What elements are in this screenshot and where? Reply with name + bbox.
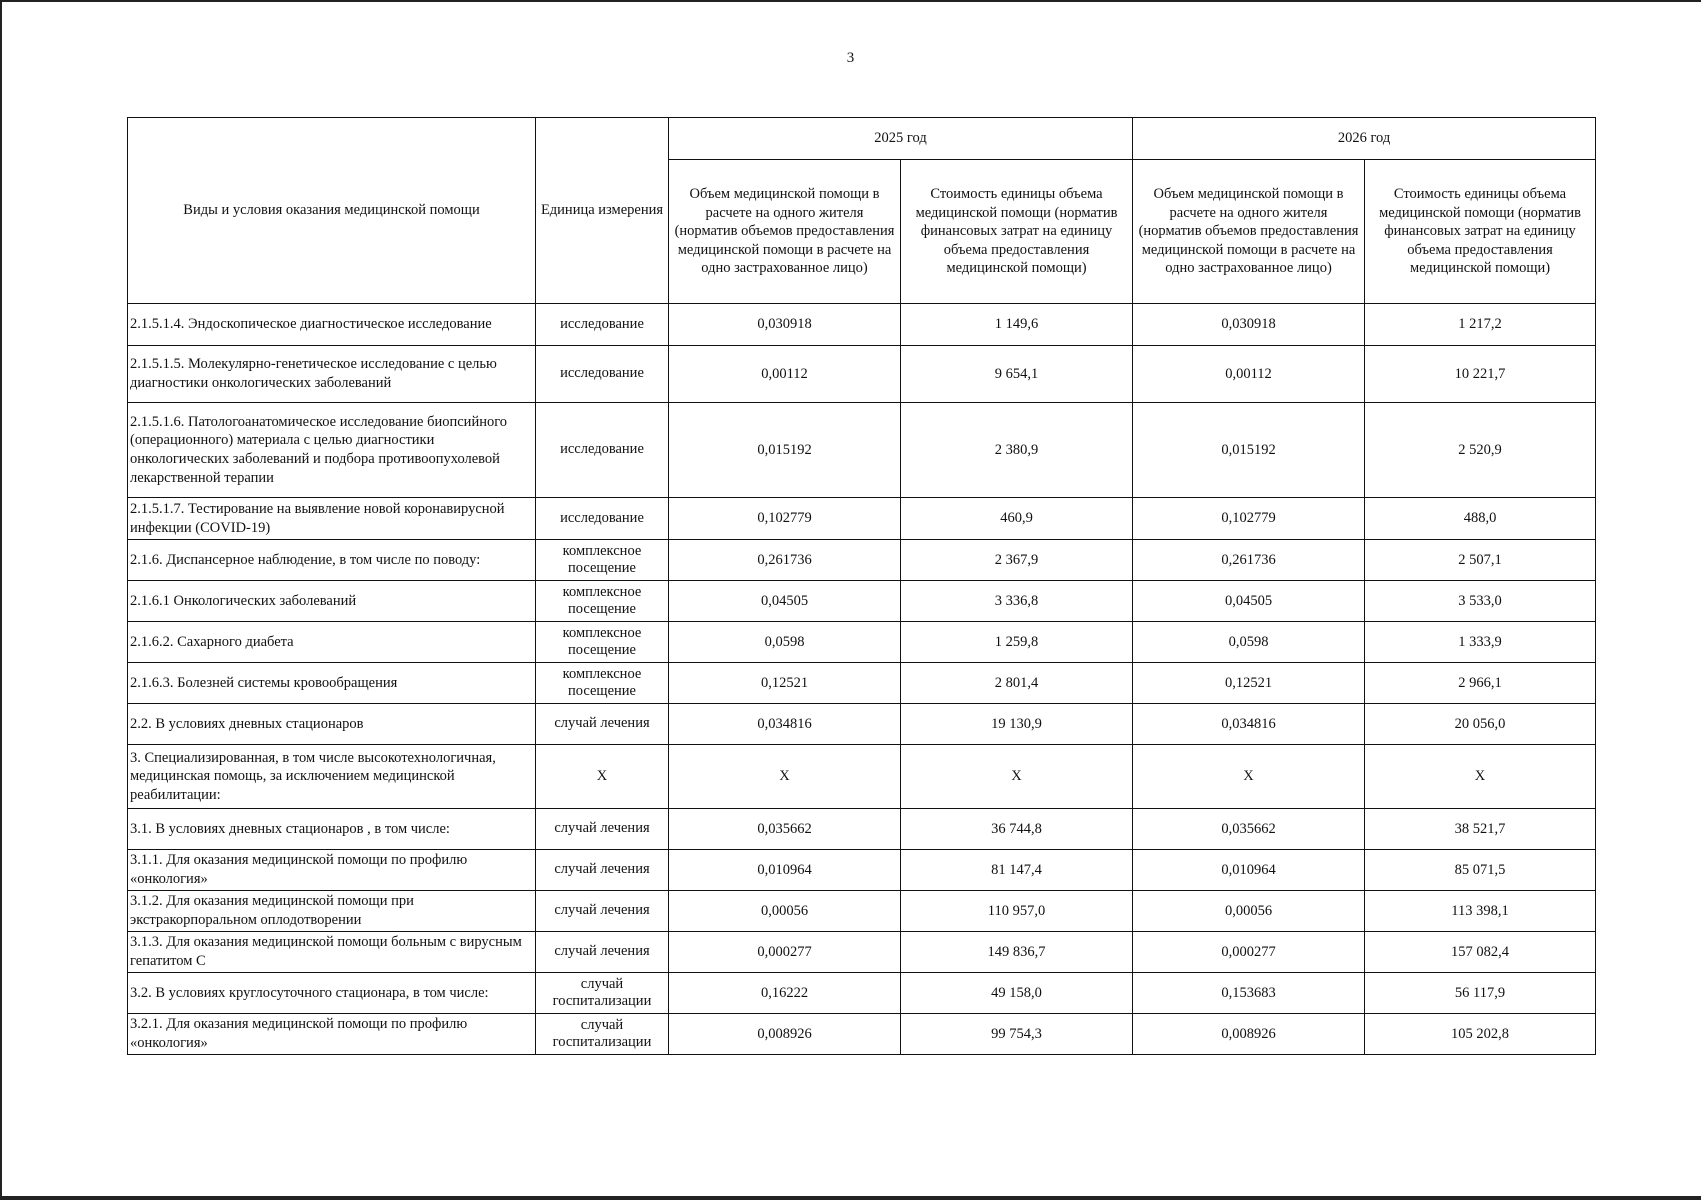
row-cost-2025: 81 147,4 xyxy=(901,850,1133,891)
page-number: 3 xyxy=(846,50,855,66)
row-volume-2025: 0,015192 xyxy=(669,403,901,498)
row-volume-2025: 0,00112 xyxy=(669,346,901,403)
table-row xyxy=(128,540,1596,581)
row-cost-2025: 2 367,9 xyxy=(901,540,1133,581)
row-unit: случай госпитализации xyxy=(536,1014,669,1055)
scan-top-edge xyxy=(0,0,1701,2)
row-name: 2.1.5.1.6. Патологоанатомическое исследование биопсийного (операционного) материала с целью диагностики онкологических заболеваний и подбора противоопухолевой лекарственной терапии xyxy=(128,403,536,498)
row-cost-2025: 3 336,8 xyxy=(901,581,1133,622)
row-name: 3.1.1. Для оказания медицинской помощи по профилю «онкология» xyxy=(128,850,536,891)
row-unit: Х xyxy=(536,745,669,809)
table-row xyxy=(128,581,1596,622)
table-row xyxy=(128,346,1596,403)
row-cost-2026: 85 071,5 xyxy=(1365,850,1596,891)
medical-care-norms-table xyxy=(127,117,1596,1055)
row-unit: случай лечения xyxy=(536,932,669,973)
row-name: 3.2. В условиях круглосуточного стационара, в том числе: xyxy=(128,973,536,1014)
row-cost-2025: 149 836,7 xyxy=(901,932,1133,973)
row-name: 3.1.2. Для оказания медицинской помощи при экстракорпоральном оплодотворении xyxy=(128,891,536,932)
row-cost-2026: 56 117,9 xyxy=(1365,973,1596,1014)
row-name: 2.2. В условиях дневных стационаров xyxy=(128,704,536,745)
row-unit: исследование xyxy=(536,403,669,498)
table-row xyxy=(128,663,1596,704)
row-volume-2025: 0,102779 xyxy=(669,498,901,540)
row-cost-2025: 460,9 xyxy=(901,498,1133,540)
row-cost-2026: 1 217,2 xyxy=(1365,304,1596,346)
row-cost-2025: 2 380,9 xyxy=(901,403,1133,498)
row-volume-2026: 0,035662 xyxy=(1133,809,1365,850)
row-cost-2026: Х xyxy=(1365,745,1596,809)
row-cost-2025: 110 957,0 xyxy=(901,891,1133,932)
row-unit: комплексное посещение xyxy=(536,540,669,581)
row-cost-2025: 36 744,8 xyxy=(901,809,1133,850)
row-cost-2026: 3 533,0 xyxy=(1365,581,1596,622)
row-volume-2025: 0,04505 xyxy=(669,581,901,622)
row-name: 2.1.6.1 Онкологических заболеваний xyxy=(128,581,536,622)
table-row xyxy=(128,498,1596,540)
row-volume-2025: 0,16222 xyxy=(669,973,901,1014)
row-volume-2025: 0,010964 xyxy=(669,850,901,891)
row-unit: комплексное посещение xyxy=(536,581,669,622)
row-cost-2025: 9 654,1 xyxy=(901,346,1133,403)
row-volume-2026: 0,034816 xyxy=(1133,704,1365,745)
scan-bottom-edge xyxy=(0,1196,1701,1200)
row-cost-2026: 1 333,9 xyxy=(1365,622,1596,663)
row-cost-2026: 10 221,7 xyxy=(1365,346,1596,403)
row-unit: случай лечения xyxy=(536,704,669,745)
row-unit: случай лечения xyxy=(536,891,669,932)
row-volume-2025: 0,034816 xyxy=(669,704,901,745)
row-volume-2025: 0,030918 xyxy=(669,304,901,346)
row-cost-2025: 1 259,8 xyxy=(901,622,1133,663)
row-volume-2026: 0,12521 xyxy=(1133,663,1365,704)
header-year-2025: 2025 год xyxy=(669,118,1133,160)
row-unit: случай лечения xyxy=(536,809,669,850)
row-unit: комплексное посещение xyxy=(536,622,669,663)
row-unit: исследование xyxy=(536,498,669,540)
row-name: 2.1.5.1.4. Эндоскопическое диагностическое исследование xyxy=(128,304,536,346)
header-volume-2025: Объем медицинской помощи в расчете на одного жителя (норматив объемов предоставления медицинской помощи в расчете на одно застрахованное лицо) xyxy=(669,160,901,304)
row-cost-2025: 2 801,4 xyxy=(901,663,1133,704)
row-volume-2026: 0,102779 xyxy=(1133,498,1365,540)
row-name: 3.2.1. Для оказания медицинской помощи по профилю «онкология» xyxy=(128,1014,536,1055)
row-volume-2026: 0,153683 xyxy=(1133,973,1365,1014)
row-volume-2026: 0,00112 xyxy=(1133,346,1365,403)
row-volume-2026: 0,00056 xyxy=(1133,891,1365,932)
header-year-2026: 2026 год xyxy=(1133,118,1596,160)
row-volume-2026: 0,015192 xyxy=(1133,403,1365,498)
row-volume-2025: Х xyxy=(669,745,901,809)
row-volume-2025: 0,008926 xyxy=(669,1014,901,1055)
row-cost-2025: 19 130,9 xyxy=(901,704,1133,745)
row-name: 3. Специализированная, в том числе высокотехнологичная, медицинская помощь, за исключением медицинской реабилитации: xyxy=(128,745,536,809)
row-volume-2025: 0,261736 xyxy=(669,540,901,581)
row-unit: исследование xyxy=(536,346,669,403)
row-volume-2026: 0,261736 xyxy=(1133,540,1365,581)
row-cost-2025: 49 158,0 xyxy=(901,973,1133,1014)
row-volume-2026: 0,008926 xyxy=(1133,1014,1365,1055)
row-cost-2026: 20 056,0 xyxy=(1365,704,1596,745)
table-row xyxy=(128,973,1596,1014)
table-row xyxy=(128,304,1596,346)
row-volume-2026: 0,000277 xyxy=(1133,932,1365,973)
table-row xyxy=(128,932,1596,973)
row-name: 2.1.5.1.5. Молекулярно-генетическое исследование с целью диагностики онкологических заболеваний xyxy=(128,346,536,403)
scan-left-edge xyxy=(0,0,2,1200)
row-name: 3.1. В условиях дневных стационаров , в том числе: xyxy=(128,809,536,850)
row-volume-2026: Х xyxy=(1133,745,1365,809)
row-name: 2.1.6.2. Сахарного диабета xyxy=(128,622,536,663)
row-cost-2026: 488,0 xyxy=(1365,498,1596,540)
row-volume-2025: 0,00056 xyxy=(669,891,901,932)
row-volume-2026: 0,0598 xyxy=(1133,622,1365,663)
table-row xyxy=(128,1014,1596,1055)
table-row xyxy=(128,403,1596,498)
row-cost-2026: 113 398,1 xyxy=(1365,891,1596,932)
row-unit: исследование xyxy=(536,304,669,346)
row-cost-2026: 2 520,9 xyxy=(1365,403,1596,498)
row-cost-2025: 1 149,6 xyxy=(901,304,1133,346)
row-name: 2.1.6.3. Болезней системы кровообращения xyxy=(128,663,536,704)
header-volume-2026: Объем медицинской помощи в расчете на одного жителя (норматив объемов предоставления медицинской помощи в расчете на одно застрахованное лицо) xyxy=(1133,160,1365,304)
row-volume-2025: 0,035662 xyxy=(669,809,901,850)
table-row xyxy=(128,622,1596,663)
row-cost-2026: 105 202,8 xyxy=(1365,1014,1596,1055)
row-unit: случай лечения xyxy=(536,850,669,891)
table-row xyxy=(128,850,1596,891)
row-unit: комплексное посещение xyxy=(536,663,669,704)
row-volume-2026: 0,010964 xyxy=(1133,850,1365,891)
row-volume-2025: 0,000277 xyxy=(669,932,901,973)
row-cost-2026: 38 521,7 xyxy=(1365,809,1596,850)
row-name: 2.1.6. Диспансерное наблюдение, в том числе по поводу: xyxy=(128,540,536,581)
row-unit: случай госпитализации xyxy=(536,973,669,1014)
header-care-type: Виды и условия оказания медицинской помощи xyxy=(128,118,536,304)
row-name: 3.1.3. Для оказания медицинской помощи больным с вирусным гепатитом С xyxy=(128,932,536,973)
row-volume-2025: 0,12521 xyxy=(669,663,901,704)
header-unit: Единица измерения xyxy=(536,118,669,304)
table-row xyxy=(128,704,1596,745)
row-cost-2025: Х xyxy=(901,745,1133,809)
row-volume-2026: 0,030918 xyxy=(1133,304,1365,346)
row-volume-2026: 0,04505 xyxy=(1133,581,1365,622)
header-cost-2026: Стоимость единицы объема медицинской помощи (норматив финансовых затрат на единицу объема предоставления медицинской помощи) xyxy=(1365,160,1596,304)
row-cost-2026: 2 507,1 xyxy=(1365,540,1596,581)
row-cost-2026: 157 082,4 xyxy=(1365,932,1596,973)
row-name: 2.1.5.1.7. Тестирование на выявление новой коронавирусной инфекции (COVID-19) xyxy=(128,498,536,540)
header-cost-2025: Стоимость единицы объема медицинской помощи (норматив финансовых затрат на единицу объема предоставления медицинской помощи) xyxy=(901,160,1133,304)
row-volume-2025: 0,0598 xyxy=(669,622,901,663)
row-cost-2025: 99 754,3 xyxy=(901,1014,1133,1055)
table-row xyxy=(128,891,1596,932)
table-row xyxy=(128,745,1596,809)
table-row xyxy=(128,809,1596,850)
row-cost-2026: 2 966,1 xyxy=(1365,663,1596,704)
